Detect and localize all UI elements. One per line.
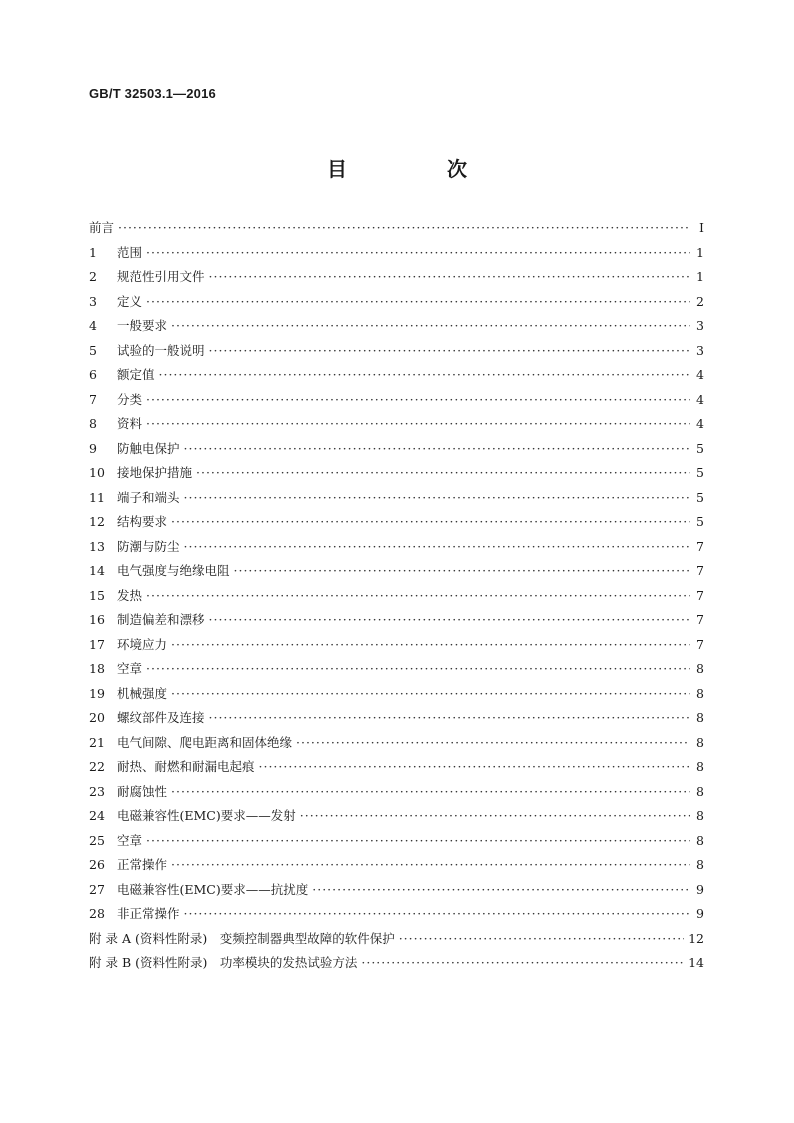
standard-code: GB/T 32503.1—2016 xyxy=(89,86,216,101)
toc-leader-dots xyxy=(209,710,690,725)
toc-entry[interactable] xyxy=(89,610,704,635)
toc-entry[interactable] xyxy=(89,439,704,464)
toc-entry[interactable] xyxy=(89,757,704,782)
toc-entry-page: 5 xyxy=(696,465,704,480)
toc-entry-page: 8 xyxy=(696,832,704,848)
toc-entry-title: 额定值 xyxy=(117,367,155,382)
toc-entry-title: 电磁兼容性(EMC)要求——发射 xyxy=(117,808,296,823)
toc-entry-page: 5 xyxy=(696,514,704,529)
toc-entry-title: 范围 xyxy=(117,244,143,260)
toc-entry-page: 1 xyxy=(696,244,704,260)
toc-entry-title: 分类 xyxy=(117,391,143,407)
toc-entry[interactable] xyxy=(89,782,704,807)
toc-leader-dots xyxy=(146,294,690,309)
toc-entry-title: 前言 xyxy=(89,220,115,235)
toc-entry[interactable] xyxy=(89,880,704,905)
toc-entry-title: 试验的一般说明 xyxy=(117,342,205,358)
toc-entry-title: 空章 xyxy=(117,661,143,676)
toc-entry-title: 防触电保护 xyxy=(117,440,180,456)
toc-entry-title: 正常操作 xyxy=(117,857,168,872)
toc-entry[interactable] xyxy=(89,463,704,488)
toc-entry-title: 端子和端头 xyxy=(117,489,180,505)
toc-entry-page: I xyxy=(699,220,704,235)
toc-entry-title: 环境应力 xyxy=(117,636,168,652)
toc-entry[interactable] xyxy=(89,267,704,292)
toc-entry-number: 18 xyxy=(89,661,105,676)
toc-entry-title: 螺纹部件及连接 xyxy=(117,710,205,725)
toc-entry[interactable] xyxy=(89,586,704,611)
toc-entry-number: 3 xyxy=(89,293,97,309)
toc-entry[interactable] xyxy=(89,316,704,341)
toc-leader-dots xyxy=(361,955,684,970)
toc-entry-title: 电气间隙、爬电距离和固体绝缘 xyxy=(117,734,293,750)
toc-entry-page: 7 xyxy=(696,636,704,652)
toc-leader-dots xyxy=(184,441,690,456)
toc-entry[interactable] xyxy=(89,243,704,268)
toc-leader-dots xyxy=(234,563,690,578)
toc-entry-page: 7 xyxy=(696,538,704,554)
toc-leader-dots xyxy=(146,833,690,848)
toc-entry[interactable] xyxy=(89,390,704,415)
toc-entry[interactable] xyxy=(89,561,704,586)
toc-entry-number: 4 xyxy=(89,318,97,333)
toc-leader-dots xyxy=(184,539,690,554)
toc-entry-title: 接地保护措施 xyxy=(117,465,193,480)
toc-entry-title: 发热 xyxy=(117,587,143,603)
toc-entry-number: 20 xyxy=(89,710,105,725)
toc-entry-number: 11 xyxy=(89,489,105,505)
toc-entry-page: 7 xyxy=(696,587,704,603)
toc-leader-dots xyxy=(118,220,690,235)
toc-entry-page: 8 xyxy=(696,783,704,799)
toc-entry-page: 8 xyxy=(696,661,704,676)
toc-entry-title: 制造偏差和漂移 xyxy=(117,612,205,627)
toc-entry-page: 8 xyxy=(696,710,704,725)
toc-entry[interactable] xyxy=(89,365,704,390)
toc-entry-page: 1 xyxy=(696,269,704,284)
toc-leader-dots xyxy=(159,367,690,382)
toc-entry-number: 19 xyxy=(89,685,105,701)
toc-leader-dots xyxy=(300,808,690,823)
toc-entry-page: 4 xyxy=(696,367,704,382)
toc-entry-title: 电气强度与绝缘电阻 xyxy=(117,563,230,578)
toc-entry-page: 5 xyxy=(696,440,704,456)
toc-entry-number: 16 xyxy=(89,612,105,627)
toc-entry-number: 24 xyxy=(89,808,105,823)
toc-entry-number: 15 xyxy=(89,587,105,603)
toc-entry[interactable] xyxy=(89,659,704,684)
toc-leader-dots xyxy=(171,686,690,701)
toc-entry-page: 3 xyxy=(696,342,704,358)
toc-entry-number: 26 xyxy=(89,857,105,872)
toc-entry[interactable] xyxy=(89,635,704,660)
toc-entry-page: 8 xyxy=(696,759,704,774)
toc-entry[interactable] xyxy=(89,488,704,513)
toc-entry[interactable] xyxy=(89,953,704,978)
toc-entry-title: 空章 xyxy=(117,832,143,848)
toc-entry-number: 2 xyxy=(89,269,97,284)
toc-leader-dots xyxy=(171,784,690,799)
toc-entry[interactable] xyxy=(89,904,704,929)
toc-entry-page: 9 xyxy=(696,881,704,897)
toc-entry[interactable] xyxy=(89,512,704,537)
toc-entry[interactable] xyxy=(89,929,704,954)
toc-leader-dots xyxy=(146,588,690,603)
toc-entry-number: 14 xyxy=(89,563,105,578)
toc-leader-dots xyxy=(146,661,690,676)
toc-entry-number: 23 xyxy=(89,783,105,799)
toc-entry-page: 2 xyxy=(696,293,704,309)
toc-entry-number: 13 xyxy=(89,538,105,554)
toc-entry[interactable] xyxy=(89,537,704,562)
toc-entry-number: 8 xyxy=(89,416,97,431)
toc-leader-dots xyxy=(146,245,690,260)
toc-title: 目 次 xyxy=(327,157,507,181)
toc-leader-dots xyxy=(171,857,690,872)
toc-leader-dots xyxy=(171,318,690,333)
toc-entry-number: 28 xyxy=(89,906,105,921)
toc-leader-dots xyxy=(209,269,690,284)
toc-entry-title: 规范性引用文件 xyxy=(117,269,205,284)
toc-entry-number: 1 xyxy=(89,244,97,260)
toc-entry-number: 22 xyxy=(89,759,105,774)
toc-entry[interactable] xyxy=(89,831,704,856)
toc-entry-number: 5 xyxy=(89,342,97,358)
toc-entry-number: 17 xyxy=(89,636,105,652)
toc-entry[interactable] xyxy=(89,292,704,317)
toc-entry-page: 8 xyxy=(696,685,704,701)
toc-entry-number: 7 xyxy=(89,391,97,407)
toc-entry-title: 附 录 B (资料性附录) 功率模块的发热试验方法 xyxy=(89,955,358,970)
toc-leader-dots xyxy=(184,490,690,505)
toc-entry-title: 电磁兼容性(EMC)要求——抗扰度 xyxy=(117,881,309,897)
toc-entry-page: 8 xyxy=(696,808,704,823)
toc-entry-title: 资料 xyxy=(117,416,143,431)
toc-entry[interactable] xyxy=(89,341,704,366)
toc-leader-dots xyxy=(209,612,690,627)
toc-entry-page: 4 xyxy=(696,391,704,407)
toc-leader-dots xyxy=(399,931,684,946)
toc-entry-number: 10 xyxy=(89,465,105,480)
toc-entry-title: 定义 xyxy=(117,293,143,309)
toc-entry-number: 21 xyxy=(89,734,105,750)
toc-leader-dots xyxy=(196,465,690,480)
toc-entry-page: 7 xyxy=(696,612,704,627)
toc-leader-dots xyxy=(146,392,690,407)
toc-entry-page: 8 xyxy=(696,734,704,750)
toc-entry-page: 4 xyxy=(696,416,704,431)
toc-entry-number: 9 xyxy=(89,440,97,456)
toc-entry-page: 5 xyxy=(696,489,704,505)
toc-entry[interactable] xyxy=(89,855,704,880)
toc-entry-title: 附 录 A (资料性附录) 变频控制器典型故障的软件保护 xyxy=(89,930,395,946)
toc-leader-dots xyxy=(312,882,690,897)
toc-entry[interactable] xyxy=(89,708,704,733)
toc-entry-title: 结构要求 xyxy=(117,514,168,529)
toc-entry[interactable] xyxy=(89,806,704,831)
toc-entry-title: 非正常操作 xyxy=(117,906,180,921)
toc-entry-title: 机械强度 xyxy=(117,685,168,701)
toc-entry-page: 12 xyxy=(688,930,704,946)
toc-entry-page: 7 xyxy=(696,563,704,578)
toc-entry-page: 14 xyxy=(688,955,704,970)
toc-entry[interactable] xyxy=(89,684,704,709)
toc-entry[interactable] xyxy=(89,414,704,439)
toc-entry-title: 耐热、耐燃和耐漏电起痕 xyxy=(117,759,255,774)
toc-entry-number: 25 xyxy=(89,832,105,848)
toc-entry-number: 27 xyxy=(89,881,105,897)
toc-entry-page: 8 xyxy=(696,857,704,872)
toc-entry-title: 耐腐蚀性 xyxy=(117,783,168,799)
toc-entry[interactable] xyxy=(89,733,704,758)
toc-entry-page: 3 xyxy=(696,318,704,333)
toc-leader-dots xyxy=(296,735,690,750)
toc-entry-number: 12 xyxy=(89,514,105,529)
toc-entry-number: 6 xyxy=(89,367,97,382)
toc-leader-dots xyxy=(259,759,690,774)
toc-leader-dots xyxy=(171,514,690,529)
toc-entry[interactable] xyxy=(89,218,704,243)
toc-leader-dots xyxy=(209,343,690,358)
toc-entry-title: 防潮与防尘 xyxy=(117,538,180,554)
toc-entry-page: 9 xyxy=(696,906,704,921)
toc-entry-title: 一般要求 xyxy=(117,318,168,333)
table-of-contents xyxy=(89,218,704,978)
toc-leader-dots xyxy=(184,906,690,921)
toc-leader-dots xyxy=(171,637,690,652)
toc-leader-dots xyxy=(146,416,690,431)
